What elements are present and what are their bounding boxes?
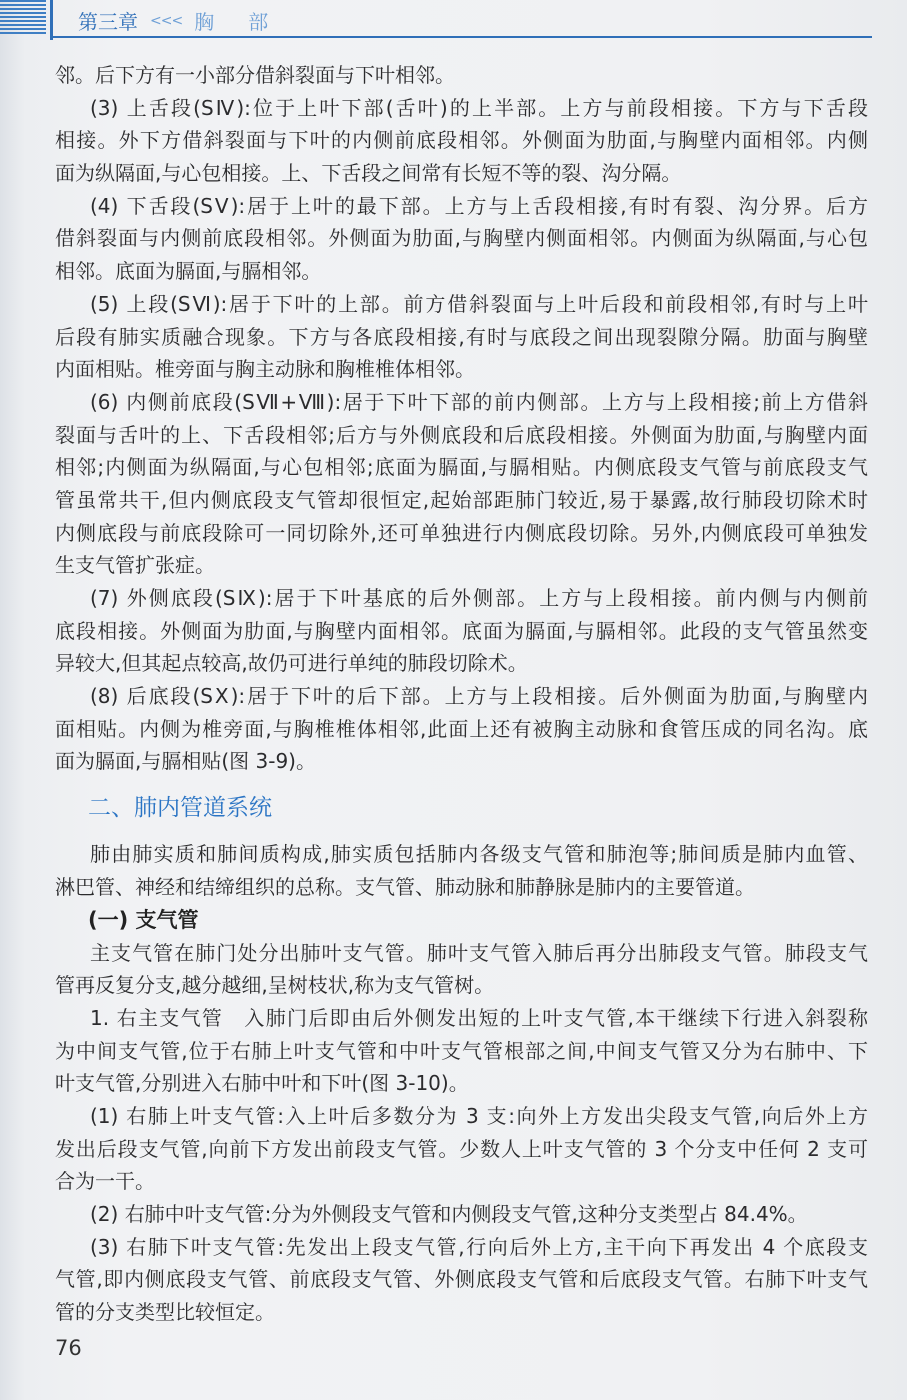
text-line: (2) 右肺中叶支气管:分为外侧段支气管和内侧段支气管,这种分支类型占 84.4%。 [90,1202,808,1226]
text-line: 1. 右主支气管 入肺门后即由后外侧发出短的上叶支气管,本干继续下行进入斜裂称 [90,1005,868,1030]
paragraph [55,92,868,190]
paragraph [55,386,868,582]
text-line: (6) 内侧前底段(SⅦ+Ⅷ):居于下叶下部的前内侧部。上方与上段相接;前上方借斜 [90,389,868,414]
text-line: 内面相贴。椎旁面与胸主动脉和胸椎椎体相邻。 [55,357,475,382]
text-line: (5) 上段(SⅥ):居于下叶的上部。前方借斜裂面与上叶后段和前段相邻,有时与上叶 [90,291,868,316]
section-heading: 二、肺内管道系统 [88,795,272,822]
text-line: 气管,即内侧底段支气管、前底段支气管、外侧底段支气管和后底段支气管。右肺下叶支气 [55,1267,868,1292]
text-line: 淋巴管、神经和结缔组织的总称。支气管、肺动脉和肺静脉是肺内的主要管道。 [55,874,755,899]
header-rule [50,36,872,38]
text-line: 肺由肺实质和肺间质构成,肺实质包括肺内各级支气管和肺泡等;肺间质是肺内血管、 [90,842,868,867]
text-line: 发出后段支气管,向前下方发出前段支气管。少数人上叶支气管的 3 个分支中任何 2 支可 [55,1136,868,1161]
paragraph [55,680,868,778]
text-line: (3) 右肺下叶支气管:先发出上段支气管,行向后外上方,主干向下再发出 4 个底段支 [90,1234,868,1259]
paragraph [55,838,868,903]
text-line: (8) 后底段(SⅩ):居于下叶的后下部。上方与上段相接。后外侧面为肋面,与胸壁内 [90,684,868,709]
text-line: 面为膈面,与膈相贴(图 3-9)。 [55,749,316,774]
text-line: 异较大,但其起点较高,故仍可进行单纯的肺段切除术。 [55,651,528,676]
text-line: 借斜裂面与内侧前底段相邻。外侧面为肋面,与胸壁内侧面相邻。内侧面为纵隔面,与心包 [55,226,868,251]
text-line: (4) 下舌段(SⅤ):居于上叶的最下部。上方与上舌段相接,有时有裂、沟分界。后方 [90,193,868,218]
chevrons-left-icon: <<< [150,12,183,29]
text-line: (1) 右肺上叶支气管:入上叶后多数分为 3 支:向外上方发出尖段支气管,向后外上方 [90,1103,868,1128]
text-line: 管的分支类型比较恒定。 [55,1300,275,1325]
paragraph [55,190,868,288]
text-line: 叶支气管,分别进入右肺中叶和下叶(图 3-10)。 [55,1071,469,1096]
running-header [78,6,302,35]
section-label: 胸部 [194,10,303,34]
text-line: 生支气管扩张症。 [55,553,215,578]
paragraph [55,1231,868,1329]
header-vertical-rule [50,0,53,40]
paragraph [55,1002,868,1100]
paragraph [55,1198,868,1231]
chapter-label: 第三章 [78,10,138,34]
paragraph [55,1100,868,1198]
text-line: 邻。后下方有一小部分借斜裂面与下叶相邻。 [55,63,455,87]
text-line: (3) 上舌段(SⅣ):位于上叶下部(舌叶)的上半部。上方与前段相接。下方与下舌段 [90,95,868,120]
text-line: 合为一干。 [55,1169,155,1194]
text-line: 底段相接。外侧面为肋面,与胸壁内面相邻。底面为膈面,与膈相邻。此段的支气管虽然变 [55,618,868,643]
text-line: (7) 外侧底段(SⅨ):居于下叶基底的后外侧部。上方与上段相接。前内侧与内侧前 [90,586,868,610]
paragraph [55,288,868,386]
text-line: 裂面与舌叶的上、下舌段相邻;后方与外侧底段和后底段相接。外侧面为肋面,与胸壁内面 [55,422,868,447]
text-line: 面相贴。内侧为椎旁面,与胸椎椎体相邻,此面上还有被胸主动脉和食管压成的同名沟。底 [55,716,868,741]
paragraph [55,582,868,680]
text-line: 管虽常共干,但内侧底段支气管却很恒定,起始部距肺门较近,易于暴露,故行肺段切除术时 [55,487,868,512]
text-line: 相邻;内侧面为纵隔面,与心包相邻;底面为膈面,与膈相贴。内侧底段支气管与前底段支气 [55,455,868,480]
page-number: 76 [55,1336,82,1360]
text-line: 相邻。底面为膈面,与膈相邻。 [55,259,322,284]
text-line: 主支气管在肺门处分出肺叶支气管。肺叶支气管入肺后再分出肺段支气管。肺段支气 [90,940,868,965]
text-line: 为中间支气管,位于右肺上叶支气管和中叶支气管根部之间,中间支气管又分为右肺中、下 [55,1038,868,1063]
text-line: 管再反复分支,越分越细,呈树枝状,称为支气管树。 [55,973,495,998]
header-stripes-decoration [0,0,46,36]
text-line: 后段有肺实质融合现象。下方与各底段相接,有时与底段之间出现裂隙分隔。肋面与胸壁 [55,324,868,349]
text-line: 面为纵隔面,与心包相接。上、下舌段之间常有长短不等的裂、沟分隔。 [55,161,682,186]
subsection-heading: (一) 支气管 [88,907,199,932]
page-body [55,59,868,1329]
paragraph [55,937,868,1002]
paragraph [55,59,868,92]
text-line: 内侧底段与前底段除可一同切除外,还可单独进行内侧底段切除。另外,内侧底段可单独发 [55,520,868,545]
text-line: 相接。外下方借斜裂面与下叶的内侧前底段相邻。外侧面为肋面,与胸壁内面相邻。内侧 [55,128,868,153]
